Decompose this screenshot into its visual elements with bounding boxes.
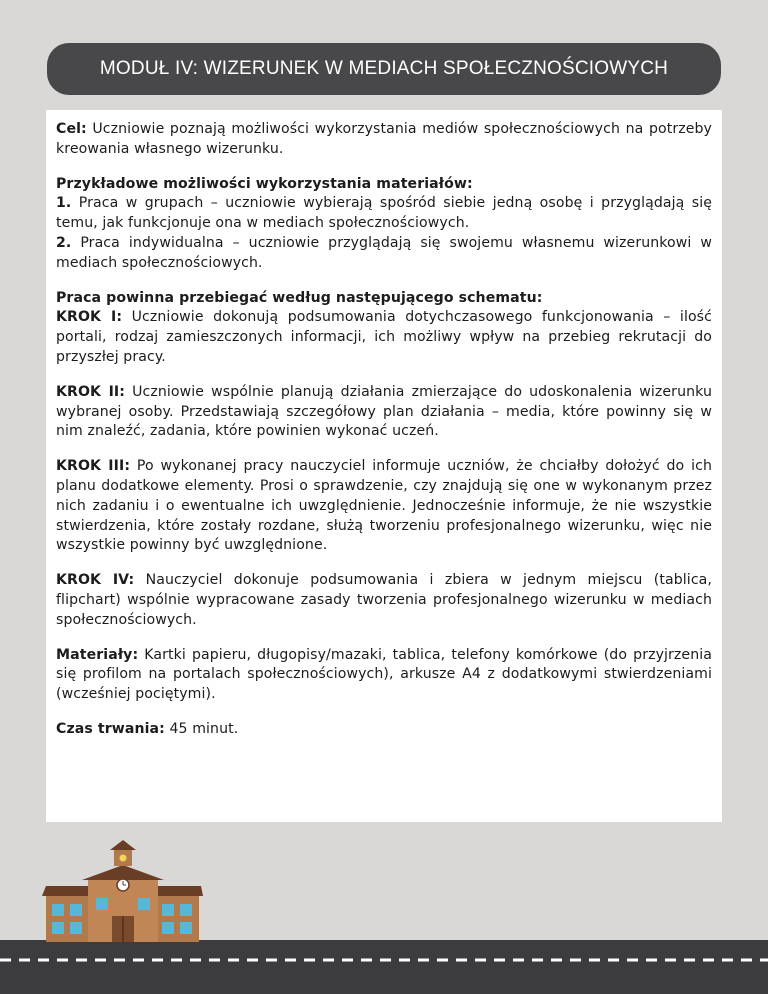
example-text: Praca w grupach – uczniowie wybierają spośród siebie jedną osobę i przyglądają się temu, jak funkcjonuje ona w mediach społecznościowych. — [56, 195, 712, 232]
materials-text: Kartki papieru, długopisy/mazaki, tablica, telefony komórkowe (do przyjrzenia się profilom na portalach społecznościowych), arkusze A4 z dodatkowymi stwierdzeniami (wcześniej pociętymi). — [56, 646, 712, 703]
step-paragraph — [56, 571, 712, 630]
examples-heading: Przykładowe możliwości wykorzystania materiałów: — [56, 175, 473, 192]
content-card — [46, 110, 722, 822]
example-number: 1. — [56, 195, 72, 212]
step-paragraph — [56, 383, 712, 442]
page-title: MODUŁ IV: WIZERUNEK W MEDIACH SPOŁECZNOŚCIOWYCH — [99, 58, 669, 79]
scene-illustration — [0, 840, 768, 994]
step-label: KROK II: — [56, 383, 126, 400]
school-building-icon — [42, 840, 203, 942]
step-label: KROK IV: — [56, 572, 135, 589]
road-icon — [0, 940, 768, 994]
step-text: Uczniowie dokonują podsumowania dotychczasowego funkcjonowania – ilość portali, rodzaj zamieszczonych informacji, ich możliwy wpływ na przebieg rekrutacji do przyszłej pracy. — [56, 309, 712, 365]
materials-label: Materiały: — [56, 646, 139, 663]
duration-text: 45 minut. — [169, 720, 239, 737]
step-text: Po wykonanej pracy nauczyciel informuje uczniów, że chciałby dołożyć do ich planu dodatkowe elementy. Prosi o sprawdzenie, czy znajdują się one w wykonanym przez nich zadaniu i o ewentualne ich uwzględnienie. Jednocześnie informuje, że nie wszystkie stwierdzenia, które zostały rozdane, służą tworzeniu profesjonalnego wizerunku, więc nie wszystkie powinny być uwzględnione. — [56, 458, 712, 554]
duration-paragraph — [56, 720, 712, 740]
step-text: Nauczyciel dokonuje podsumowania i zbiera w jednym miejscu (tablica, flipchart) wspólnie wypracowane zasady tworzenia profesjonalnego wizerunku w mediach społecznościowych. — [56, 572, 712, 628]
module-header — [47, 43, 721, 95]
step-label: KROK I: — [56, 309, 123, 326]
duration-label: Czas trwania: — [56, 720, 165, 737]
step-label: KROK III: — [56, 458, 131, 475]
examples-paragraph — [56, 175, 712, 274]
goal-text: Uczniowie poznają możliwości wykorzystania mediów społecznościowych na potrzeby kreowania własnego wizerunku. — [56, 121, 712, 157]
step-text: Uczniowie wspólnie planują działania zmierzające do udoskonalenia wizerunku wybranej osoby. Przedstawiają szczegółowy plan działania – media, które powinny się w nim znaleźć, zadania, które powinien wykonać uczeń. — [56, 383, 712, 440]
step-paragraph — [56, 457, 712, 556]
example-number: 2. — [56, 234, 72, 251]
schema-heading: Praca powinna przebiegać według następującego schematu: — [56, 289, 543, 306]
schema-paragraph — [56, 289, 712, 368]
goal-label: Cel: — [56, 121, 87, 137]
example-text: Praca indywidualna – uczniowie przyglądają się swojemu własnemu wizerunkowi w mediach społecznościowych. — [56, 234, 712, 271]
goal-paragraph — [56, 120, 712, 160]
materials-paragraph — [56, 646, 712, 705]
